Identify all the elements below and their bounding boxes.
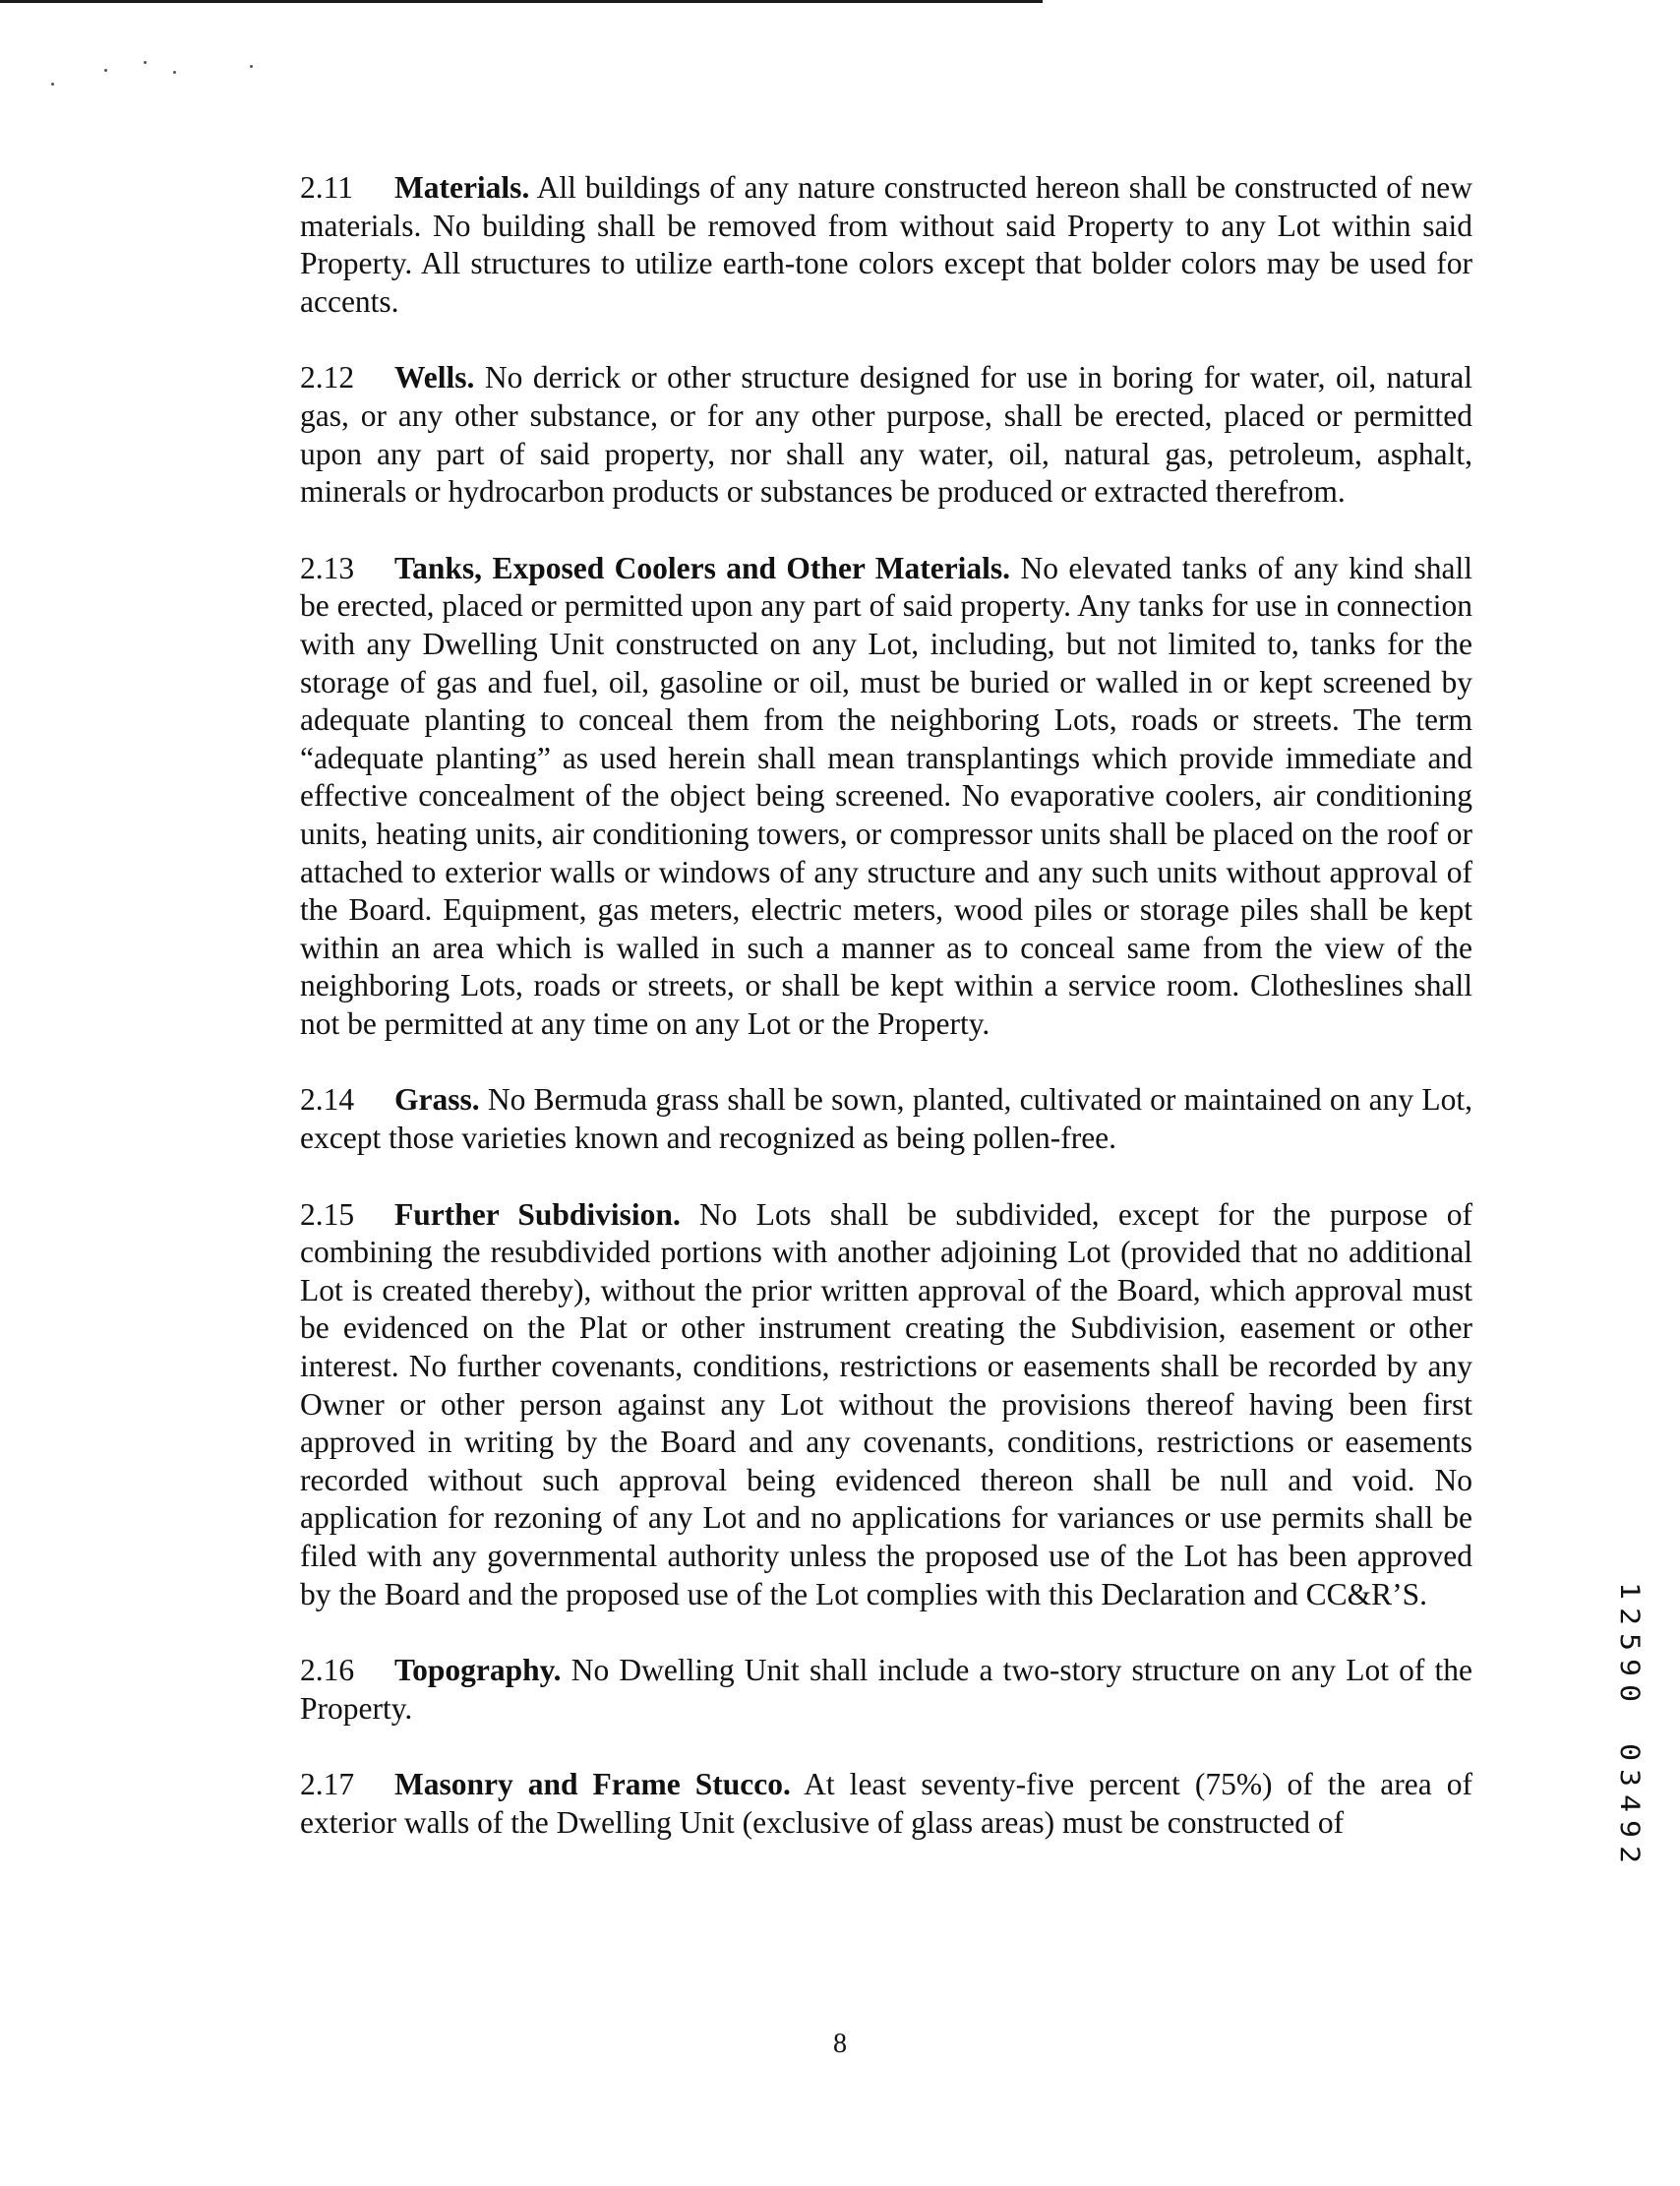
section-title: Tanks, Exposed Coolers and Other Materials. — [394, 550, 1011, 585]
section-2-12 — [300, 359, 1472, 511]
section-body: At least seventy-five percent (75%) of the area of exterior walls of the Dwelling Unit (exclusive of glass areas) must be constructed of — [300, 1767, 1472, 1840]
scan-speck — [250, 65, 253, 68]
stamp-digit: 3 — [1613, 1768, 1646, 1788]
section-body: No Bermuda grass shall be sown, planted, cultivated or maintained on any Lot, except those varieties known and recognized as being pollen-free. — [300, 1082, 1473, 1156]
section-title: Masonry and Frame Stucco. — [394, 1767, 791, 1802]
stamp-digit: 4 — [1613, 1793, 1646, 1813]
stamp-digit: 1 — [1613, 1581, 1646, 1601]
stamp-digit: 2 — [1613, 1607, 1646, 1626]
section-body: No Lots shall be subdivided, except for the purpose of combining the resubdivided portions with another adjoining Lot (provided that no additional Lot is created thereby), without the prior written approval of the Board, which approval must be evidenced on the Plat or other instrument creating the Subdivision, easement or other interest. No further covenants, conditions, restrictions or easements shall be recorded by any Owner or other person against any Lot without the provisions thereof having been first approved in writing by the Board and any covenants, conditions, restrictions or easements recorded without such approval being evidenced thereon shall be null and void. No application for rezoning of any Lot and no applications for variances or use permits shall be filed with any governmental authority unless the proposed use of the Lot has been approved by the Board and the proposed use of the Lot complies with this Declaration and CC&R’S. — [300, 1196, 1472, 1611]
section-number: 2.15 — [300, 1196, 355, 1232]
document-body — [300, 169, 1472, 1881]
section-2-11 — [300, 169, 1472, 321]
page-number: 8 — [833, 2029, 847, 2059]
section-number: 2.12 — [300, 360, 355, 395]
section-2-16 — [300, 1652, 1472, 1728]
section-2-13 — [300, 550, 1472, 1044]
stamp-digit: 5 — [1613, 1632, 1646, 1652]
section-2-15 — [300, 1196, 1472, 1614]
section-body: No Dwelling Unit shall include a two-story structure on any Lot of the Property. — [300, 1653, 1472, 1726]
section-2-14 — [300, 1081, 1472, 1157]
stamp-digit: 9 — [1613, 1819, 1646, 1839]
section-number: 2.11 — [300, 170, 353, 205]
scan-speck — [173, 71, 176, 74]
stamp-digit: 9 — [1613, 1658, 1646, 1677]
section-number: 2.17 — [300, 1767, 355, 1802]
stamp-part-1 — [1613, 1578, 1646, 1706]
scan-speck — [144, 61, 147, 64]
scan-speck — [104, 69, 107, 72]
stamp-digit: 0 — [1613, 1683, 1646, 1703]
section-body: No elevated tanks of any kind shall be erected, placed or permitted upon any part of said property. Any tanks for use in connection with any Dwelling Unit constructed on any Lot, including, but not limited to, tanks for the storage of gas and fuel, oil, gasoline or oil, must be buried or walled in or kept screened by adequate planting to conceal them from the neighboring Lots, roads or streets. The term “adequate planting” as used herein shall mean transplantings which provide immediate and effective concealment of the object being screened. No evaporative coolers, air conditioning units, heating units, air conditioning towers, or compressor units shall be placed on the roof or attached to exterior walls or windows of any structure and any such units without approval of the Board. Equipment, gas meters, electric meters, wood piles or storage piles shall be kept within an area which is walled in such a manner as to conceal same from the view of the neighboring Lots, roads or streets, or shall be kept within a service room. Clotheslines shall not be permitted at any time on any Lot or the Property. — [300, 550, 1473, 1041]
scan-edge-line — [0, 0, 1043, 3]
section-title: Materials. — [394, 170, 530, 205]
section-title: Topography. — [394, 1653, 562, 1688]
recording-number-stamp — [1609, 1578, 1649, 1867]
section-body: No derrick or other structure designed for use in boring for water, oil, natural gas, or any other substance, or for any other purpose, shall be erected, placed or permitted upon any part of said property, nor shall any water, oil, natural gas, petroleum, asphalt, minerals or hydrocarbon products or substances be produced or extracted therefrom. — [300, 360, 1472, 510]
section-title: Grass. — [394, 1082, 480, 1118]
section-number: 2.13 — [300, 550, 355, 585]
section-title: Further Subdivision. — [394, 1196, 681, 1232]
stamp-digit: 2 — [1613, 1845, 1646, 1864]
section-title: Wells. — [394, 360, 475, 395]
stamp-part-2 — [1613, 1739, 1646, 1867]
section-2-17 — [300, 1766, 1472, 1842]
section-number: 2.14 — [300, 1082, 355, 1118]
stamp-digit: 0 — [1613, 1742, 1646, 1762]
section-body: All buildings of any nature constructed hereon shall be constructed of new materials. No building shall be removed from without said Property to any Lot within said Property. All structures to utilize earth-tone colors except that bolder colors may be used for accents. — [300, 170, 1473, 319]
scan-speck — [51, 83, 54, 86]
section-number: 2.16 — [300, 1653, 355, 1688]
